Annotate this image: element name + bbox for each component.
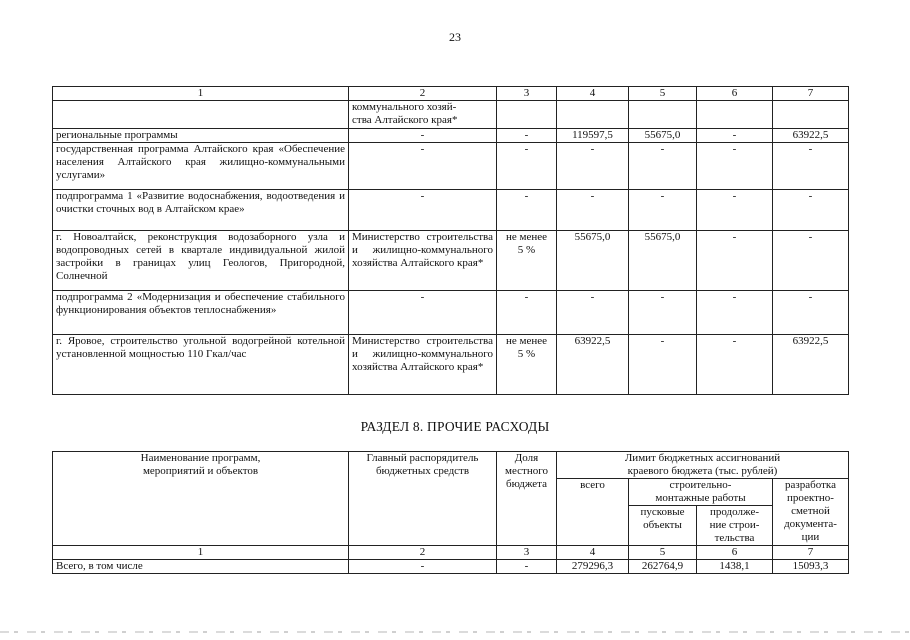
cell-share: - (497, 560, 557, 574)
header-budget-limit: Лимит бюджетных ассигнований краевого бюджета (тыс. рублей) (557, 452, 849, 479)
header-manager: Главный распорядитель бюджетных средств (349, 452, 497, 546)
table-row (53, 231, 849, 291)
cell-continued (697, 101, 773, 129)
cell-total: 63922,5 (557, 335, 629, 395)
column-number: 5 (629, 87, 697, 101)
column-number: 2 (349, 546, 497, 560)
cell-total: 119597,5 (557, 129, 629, 143)
cell-manager: коммунального хозяй- ства Алтайского края* (349, 101, 497, 129)
cell-share: - (497, 190, 557, 231)
table-header-row (53, 87, 849, 101)
header-local-share: Доля местного бюджета (497, 452, 557, 546)
column-number: 6 (697, 546, 773, 560)
cell-name: государственная программа Алтайского края «Обеспечение населения Алтайского края жилищно-коммунальными услугами» (53, 143, 349, 190)
column-number: 4 (557, 546, 629, 560)
cell-total: 279296,3 (557, 560, 629, 574)
cell-name: подпрограмма 2 «Модернизация и обеспечение стабильного функционирования объектов теплоснабжения» (53, 291, 349, 335)
cell-design: 15093,3 (773, 560, 849, 574)
cell-share: - (497, 129, 557, 143)
column-number: 3 (497, 87, 557, 101)
cell-manager: - (349, 190, 497, 231)
cell-continued: - (697, 291, 773, 335)
cell-manager: - (349, 129, 497, 143)
column-number: 1 (53, 546, 349, 560)
cell-continued: - (697, 335, 773, 395)
other-expenses-table (52, 451, 849, 574)
cell-total: 55675,0 (557, 231, 629, 291)
cell-continued: 1438,1 (697, 560, 773, 574)
cell-design: 63922,5 (773, 335, 849, 395)
cell-share: не менее 5 % (497, 231, 557, 291)
cell-continued: - (697, 190, 773, 231)
column-number: 5 (629, 546, 697, 560)
header-continued-construction: продолже- ние строи- тельства (697, 506, 773, 546)
header-launch-objects: пусковые объекты (629, 506, 697, 546)
cell-total: - (557, 143, 629, 190)
cell-design: - (773, 291, 849, 335)
cell-share: не менее 5 % (497, 335, 557, 395)
cell-total: - (557, 190, 629, 231)
cell-share: - (497, 291, 557, 335)
budget-table-continued (52, 86, 849, 395)
table-row (53, 129, 849, 143)
column-number: 4 (557, 87, 629, 101)
column-number: 6 (697, 87, 773, 101)
section-title: РАЗДЕЛ 8. ПРОЧИЕ РАСХОДЫ (360, 419, 550, 434)
cell-manager: - (349, 560, 497, 574)
cell-continued: - (697, 129, 773, 143)
cell-launch: - (629, 335, 697, 395)
cell-manager: - (349, 291, 497, 335)
table-row (53, 291, 849, 335)
column-number: 2 (349, 87, 497, 101)
cell-launch: 262764,9 (629, 560, 697, 574)
cell-name: г. Новоалтайск, реконструкция водозаборного узла и водопроводных сетей в квартале индивидуальной жилой застройки в границах улиц Геологов, Пригородной, Солнечной (53, 231, 349, 291)
cell-design: - (773, 231, 849, 291)
table-row (53, 143, 849, 190)
cell-name: Всего, в том числе (53, 560, 349, 574)
column-number: 3 (497, 546, 557, 560)
cell-launch: - (629, 143, 697, 190)
cell-manager: Министерство строительства и жилищно-коммунального хозяйства Алтайского края* (349, 231, 497, 291)
column-number: 7 (773, 546, 849, 560)
cell-continued: - (697, 231, 773, 291)
column-number: 1 (53, 87, 349, 101)
cell-name: подпрограмма 1 «Развитие водоснабжения, водоотведения и очистки сточных вод в Алтайском крае» (53, 190, 349, 231)
table-row (53, 190, 849, 231)
header-total: всего (557, 479, 629, 546)
scan-artifact-line (0, 631, 910, 633)
column-number: 7 (773, 87, 849, 101)
cell-launch: 55675,0 (629, 129, 697, 143)
table-header-row (53, 452, 849, 479)
cell-design: 63922,5 (773, 129, 849, 143)
header-design: разработка проектно- сметной документа- ции (773, 479, 849, 546)
cell-manager: Министерство строительства и жилищно-коммунального хозяйства Алтайского края* (349, 335, 497, 395)
cell-share (497, 101, 557, 129)
cell-launch: - (629, 291, 697, 335)
cell-design (773, 101, 849, 129)
cell-continued: - (697, 143, 773, 190)
cell-manager: - (349, 143, 497, 190)
cell-design: - (773, 190, 849, 231)
header-construction: строительно- монтажные работы (629, 479, 773, 506)
cell-launch (629, 101, 697, 129)
cell-total: - (557, 291, 629, 335)
cell-name: г. Яровое, строительство угольной водогрейной котельной установленной мощностью 110 Гкал/час (53, 335, 349, 395)
cell-name (53, 101, 349, 129)
cell-share: - (497, 143, 557, 190)
table-row (53, 335, 849, 395)
cell-launch: - (629, 190, 697, 231)
table-row (53, 101, 849, 129)
cell-design: - (773, 143, 849, 190)
column-numbers-row (53, 546, 849, 560)
cell-name: региональные программы (53, 129, 349, 143)
cell-launch: 55675,0 (629, 231, 697, 291)
total-row (53, 560, 849, 574)
header-name: Наименование программ, мероприятий и объектов (53, 452, 349, 546)
page-number: 23 (449, 30, 461, 44)
cell-total (557, 101, 629, 129)
